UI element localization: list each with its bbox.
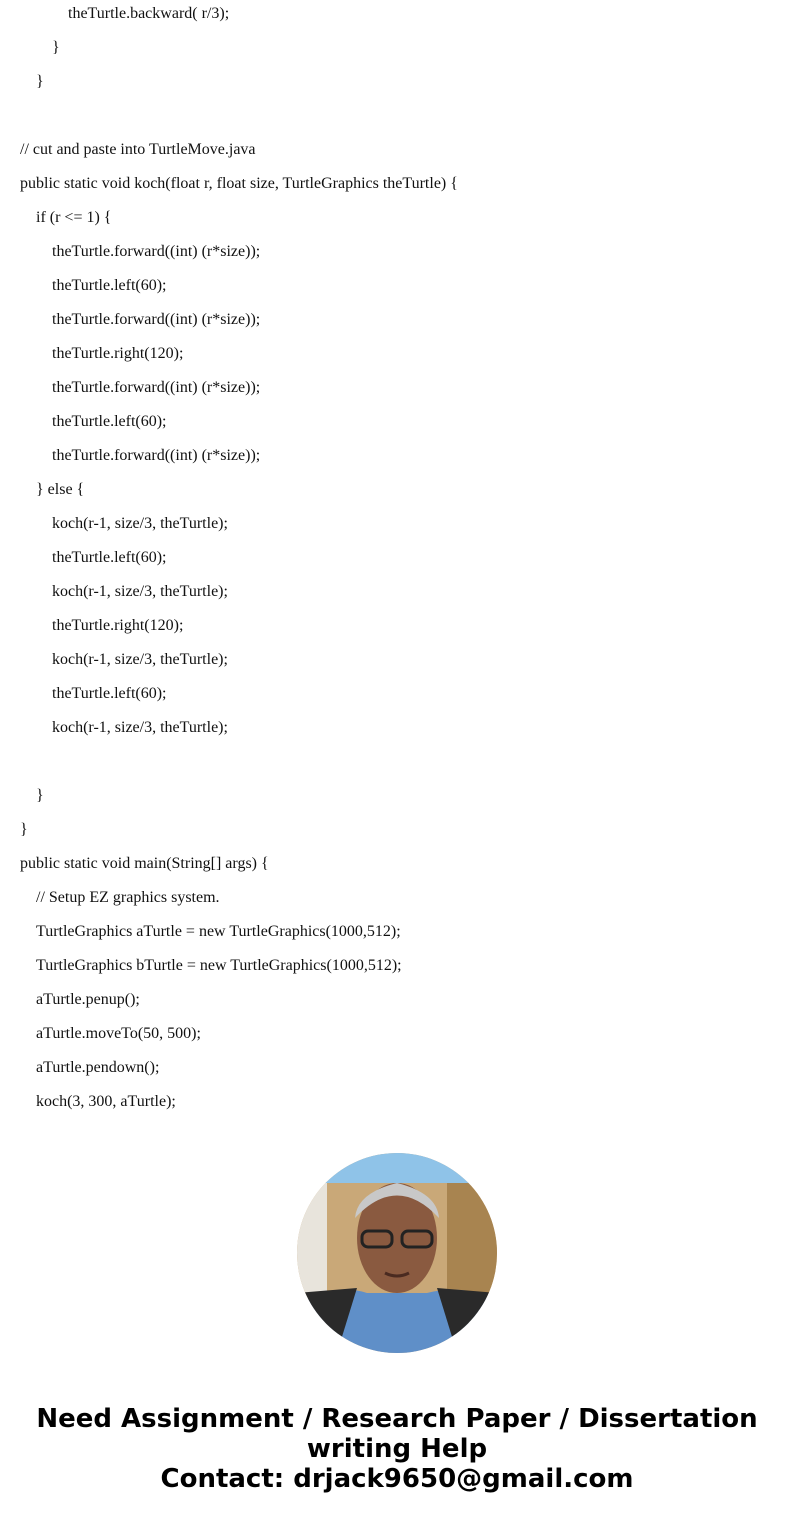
- code-line: aTurtle.pendown();: [36, 1059, 160, 1076]
- code-line: }: [36, 787, 44, 804]
- code-line: theTurtle.forward((int) (r*size));: [52, 311, 261, 328]
- code-line: public static void koch(float r, float size, TurtleGraphics theTurtle) {: [20, 175, 458, 192]
- code-line: } else {: [36, 481, 85, 498]
- code-line: }: [20, 821, 28, 838]
- code-line: [20, 99, 458, 133]
- code-line: [20, 745, 458, 779]
- code-line: TurtleGraphics bTurtle = new TurtleGraphics(1000,512);: [36, 957, 402, 974]
- code-line: theTurtle.right(120);: [52, 345, 184, 362]
- code-line: }: [36, 73, 44, 90]
- code-line: koch(r-1, size/3, theTurtle);: [52, 651, 228, 668]
- promo-contact[interactable]: Contact: drjack9650@gmail.com: [160, 1464, 634, 1494]
- contact-promo: [0, 1404, 794, 1494]
- author-avatar: [297, 1153, 497, 1353]
- code-line: // cut and paste into TurtleMove.java: [20, 141, 256, 158]
- code-line: theTurtle.forward((int) (r*size));: [52, 447, 261, 464]
- code-line: theTurtle.forward((int) (r*size));: [52, 243, 261, 260]
- code-line: theTurtle.left(60);: [52, 685, 167, 702]
- code-line: koch(r-1, size/3, theTurtle);: [52, 719, 228, 736]
- code-line: theTurtle.left(60);: [52, 413, 167, 430]
- code-line: koch(r-1, size/3, theTurtle);: [52, 515, 228, 532]
- promo-line-2: writing Help: [306, 1434, 488, 1464]
- code-line: aTurtle.penup();: [36, 991, 140, 1008]
- code-line: theTurtle.right(120);: [52, 617, 184, 634]
- code-line: public static void main(String[] args) {: [20, 855, 269, 872]
- code-line: theTurtle.left(60);: [52, 549, 167, 566]
- code-line: koch(r-1, size/3, theTurtle);: [52, 583, 228, 600]
- code-line: TurtleGraphics aTurtle = new TurtleGraphics(1000,512);: [36, 923, 401, 940]
- promo-line-1: Need Assignment / Research Paper / Dissertation: [36, 1404, 758, 1434]
- code-line: theTurtle.backward( r/3);: [68, 5, 230, 22]
- code-line: theTurtle.left(60);: [52, 277, 167, 294]
- code-line: // Setup EZ graphics system.: [36, 889, 220, 906]
- code-line: }: [52, 39, 60, 56]
- code-line: if (r <= 1) {: [36, 209, 112, 226]
- code-line: aTurtle.moveTo(50, 500);: [36, 1025, 201, 1042]
- code-line: theTurtle.forward((int) (r*size));: [52, 379, 261, 396]
- code-listing: [20, 0, 458, 1119]
- code-line: koch(3, 300, aTurtle);: [36, 1093, 176, 1110]
